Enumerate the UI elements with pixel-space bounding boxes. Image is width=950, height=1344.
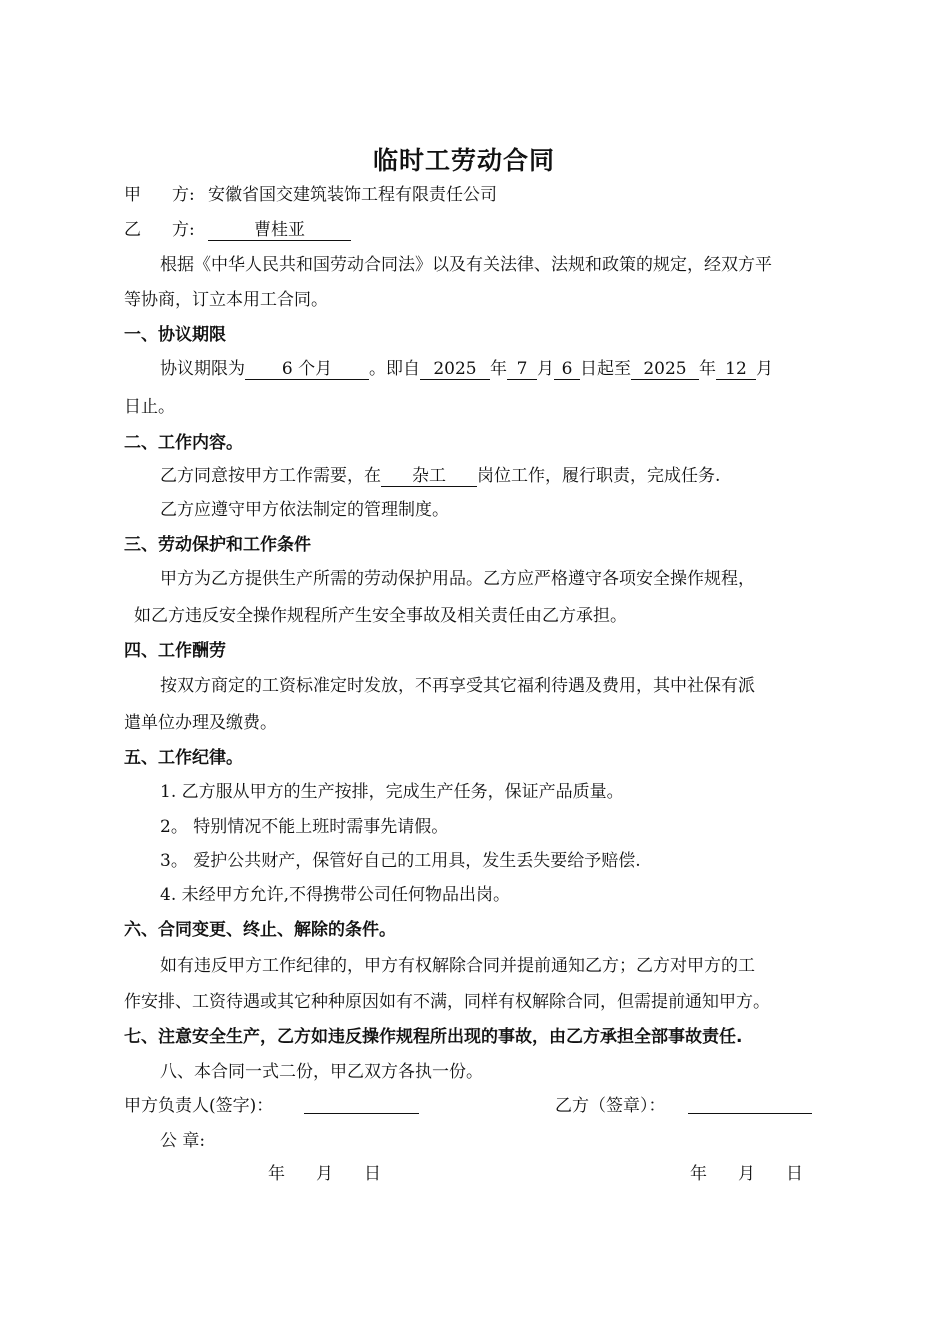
- party-a-signature-label: 甲方负责人(签字)：: [124, 1096, 274, 1116]
- section-7-heading: 七、注意安全生产，乙方如违反操作规程所出现的事故，由乙方承担全部事故责任.: [124, 1027, 743, 1047]
- period-duration: 6 个月: [245, 359, 369, 380]
- period-text-1: 协议期限为: [160, 359, 245, 379]
- post-text-1: 乙方同意按甲方工作需要，在: [160, 466, 381, 486]
- start-month-unit: 月: [537, 359, 554, 379]
- end-year-unit: 年: [699, 359, 716, 379]
- party-a-date-year: 年: [268, 1164, 285, 1184]
- section-4-line-2: 遣单位办理及缴费。: [124, 713, 277, 733]
- party-a-label: 甲: [124, 185, 141, 205]
- end-month-unit: 月: [756, 359, 773, 379]
- party-b-signature-label: 乙方（签章）：: [555, 1096, 666, 1116]
- intro-line-2: 等协商，订立本用工合同。: [124, 290, 328, 310]
- company-seal-label: 公 章:: [160, 1131, 206, 1151]
- party-a-label-suffix: 方:: [172, 185, 195, 205]
- period-text-3: 日起至: [580, 359, 631, 379]
- party-b-signature-line[interactable]: [688, 1113, 812, 1114]
- party-b-date-year: 年: [690, 1164, 707, 1184]
- section-2-heading: 二、工作内容。: [124, 433, 243, 453]
- start-year: 2025: [420, 359, 490, 380]
- section-2-line-1: [160, 465, 720, 487]
- start-month: 7: [507, 359, 537, 380]
- start-day: 6: [554, 359, 580, 380]
- section-8-line: 八、本合同一式二份，甲乙双方各执一份。: [160, 1062, 483, 1082]
- post-text-2: 岗位工作，履行职责，完成任务.: [477, 466, 721, 486]
- section-1-heading: 一、协议期限: [124, 325, 226, 345]
- section-1-period-line: [160, 358, 773, 380]
- section-4-line-1: 按双方商定的工资标准定时发放，不再享受其它福利待遇及费用，其中社保有派: [160, 676, 755, 696]
- section-6-heading: 六、合同变更、终止、解除的条件。: [124, 920, 396, 940]
- section-5-heading: 五、工作纪律。: [124, 748, 243, 768]
- rule-item: 1. 乙方服从甲方的生产按排，完成生产任务，保证产品质量。: [160, 782, 624, 802]
- section-6-line-2: 作安排、工资待遇或其它种种原因如有不满，同样有权解除合同，但需提前通知甲方。: [124, 992, 770, 1012]
- party-b-label: 乙: [124, 220, 141, 240]
- section-3-line-1: 甲方为乙方提供生产所需的劳动保护用品。乙方应严格遵守各项安全操作规程，: [160, 569, 755, 589]
- rule-item: 4. 未经甲方允许,不得携带公司任何物品出岗。: [160, 885, 511, 905]
- party-a-name: 安徽省国交建筑装饰工程有限责任公司: [208, 185, 497, 205]
- end-month: 12: [716, 359, 756, 380]
- section-6-line-1: 如有违反甲方工作纪律的，甲方有权解除合同并提前通知乙方；乙方对甲方的工: [160, 956, 755, 976]
- post-name: 杂工: [381, 466, 477, 487]
- party-b-field: [208, 219, 351, 241]
- party-a-date-day: 日: [364, 1164, 381, 1184]
- end-year: 2025: [631, 359, 699, 380]
- section-1-line-2: 日止。: [124, 397, 175, 417]
- contract-title: 临时工劳动合同: [373, 146, 556, 175]
- rule-item: 3。 爱护公共财产，保管好自己的工用具，发生丢失要给予赔偿.: [160, 851, 641, 871]
- party-b-date-day: 日: [786, 1164, 803, 1184]
- start-year-unit: 年: [490, 359, 507, 379]
- section-3-line-2: 如乙方违反安全操作规程所产生安全事故及相关责任由乙方承担。: [134, 606, 627, 626]
- period-text-2: 。即自: [369, 359, 420, 379]
- section-3-heading: 三、劳动保护和工作条件: [124, 535, 311, 555]
- party-a-signature-line[interactable]: [304, 1113, 419, 1114]
- intro-line-1: 根据《中华人民共和国劳动合同法》以及有关法律、法规和政策的规定，经双方平: [160, 255, 772, 275]
- party-b-name: 曹桂亚: [208, 220, 351, 241]
- section-2-line-2: 乙方应遵守甲方依法制定的管理制度。: [160, 500, 449, 520]
- party-a-date-month: 月: [316, 1164, 333, 1184]
- rule-item: 2。 特别情况不能上班时需事先请假。: [160, 817, 449, 837]
- party-b-date-month: 月: [738, 1164, 755, 1184]
- section-4-heading: 四、工作酬劳: [124, 641, 226, 661]
- party-b-label-suffix: 方:: [172, 220, 195, 240]
